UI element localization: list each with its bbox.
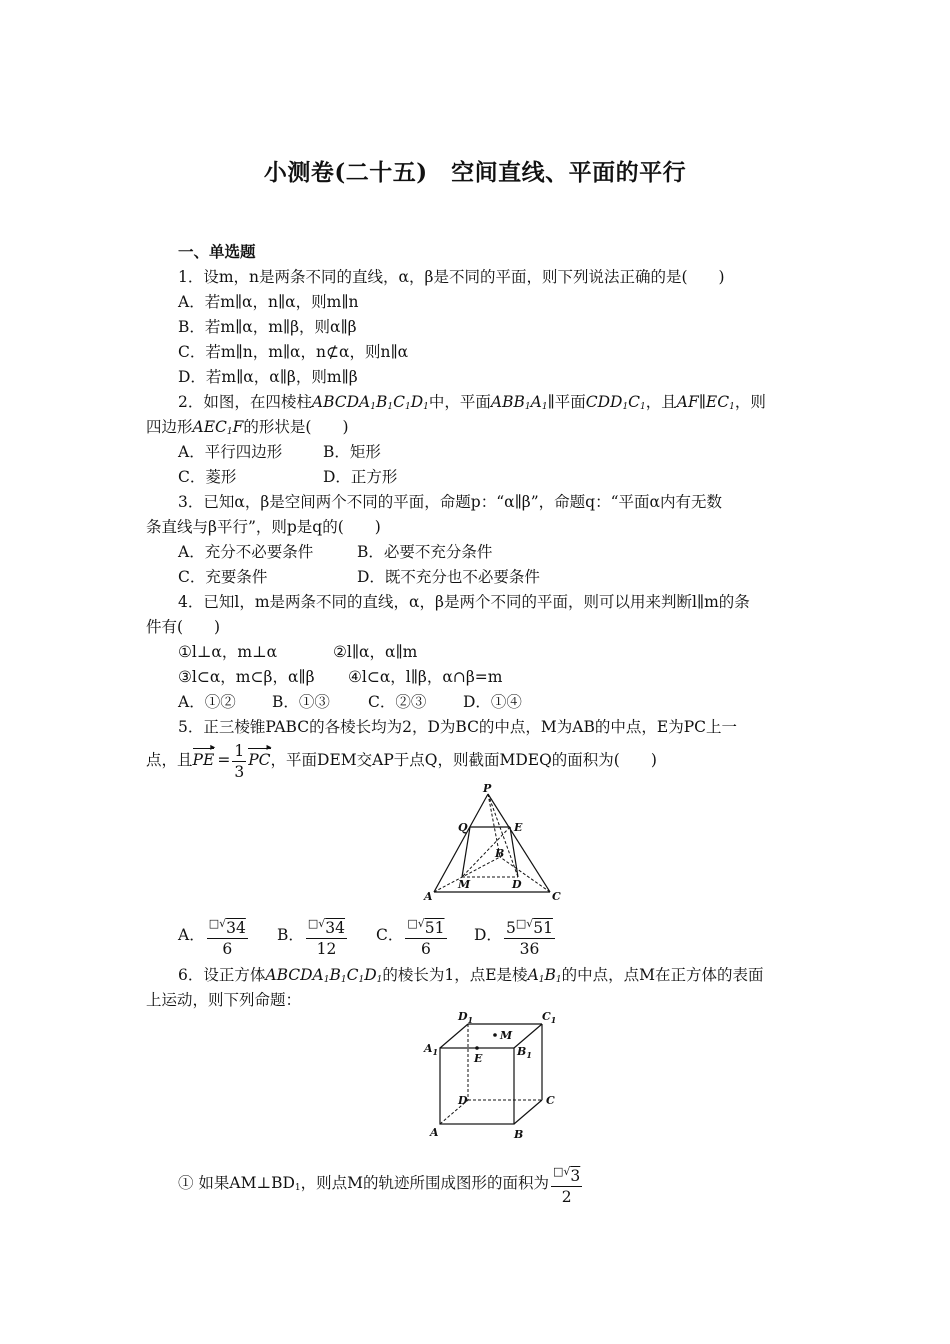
q5-frac-num: 1	[234, 741, 245, 760]
q5-fraction	[232, 741, 246, 782]
q4-option-a: A．①②	[178, 693, 236, 711]
q5-text: ，平面DEM交AP于点Q，则截面MDEQ的面积为( )	[270, 751, 657, 769]
q5-vec2-label: PC	[248, 751, 271, 769]
q5-c-den: 6	[421, 939, 431, 958]
q5-d-den: 36	[519, 939, 540, 958]
label-c: C	[552, 890, 561, 903]
q2-parallel-lines: AF	[676, 393, 699, 411]
q5-b-radicand: 34	[325, 918, 346, 937]
label-b1: $B_1$	[517, 1045, 532, 1060]
q5-b-fraction	[306, 914, 347, 959]
q2-prism-name: $ABCDA_1B_1C_1D_1$	[311, 393, 429, 412]
vector-arrowhead: ▸	[210, 742, 216, 753]
label-b: B	[514, 1128, 524, 1141]
q5-d-coef: 5	[505, 918, 516, 937]
q2-stem-line1: 2．如图，在四棱柱$ABCDA_1B_1C_1D_1$中，平面$ABB_1A_1\parallel$平面$CDD_1C_1$，且$AF\parallel EC_1$，则	[178, 393, 766, 412]
q4-condition-2: ②l∥α，α∥m	[333, 643, 418, 661]
q2-text: 四边形	[146, 418, 193, 436]
q2-text: 2．如图，在四棱柱	[178, 393, 312, 411]
radical-glyph: □√	[553, 1164, 571, 1178]
section-heading: 一、单选题	[178, 242, 256, 261]
option-label: B．	[277, 926, 304, 944]
q5-d-num	[504, 914, 555, 939]
q6-text: 的棱长为1，点E是棱	[382, 966, 528, 984]
q5-stem-line2	[146, 740, 657, 782]
q6-item1-radicand: 3	[570, 1166, 581, 1185]
radical-glyph: □√	[307, 916, 326, 930]
q6-cube-name: $ABCDA_1B_1C_1D_1$	[265, 966, 383, 985]
q5-a-num	[207, 914, 248, 939]
q6-text: 的中点，点M在正方体的表面	[561, 966, 764, 984]
label-d1: $D_1$	[458, 1010, 474, 1025]
q5-a-den: 6	[222, 939, 233, 958]
q6-item-1	[178, 1158, 584, 1213]
label-a: A	[424, 890, 433, 903]
q3-option-a: A．充分不必要条件	[178, 543, 314, 561]
point-e	[475, 1046, 479, 1050]
label-e: E	[474, 1052, 483, 1065]
q6-cube-figure	[420, 1006, 570, 1146]
radical-glyph: □√	[208, 916, 227, 930]
q5-b-den: 12	[316, 939, 337, 958]
q2-option-d: D．正方形	[323, 468, 398, 486]
q5-option-c	[376, 910, 449, 960]
q3-option-c: C．充要条件	[178, 568, 268, 586]
q2-option-a: A．平行四边形	[178, 443, 283, 461]
q5-c-fraction	[405, 914, 446, 959]
q6-edge-name: $A_1B_1$	[527, 966, 562, 985]
q3-option-d: D．既不充分也不必要条件	[357, 568, 540, 586]
label-a: A	[430, 1126, 439, 1139]
q5-stem-line1: 5．正三棱锥PABC的各棱长均为2，D为BC的中点，M为AB的中点，E为PC上一	[178, 718, 737, 736]
label-m: M	[500, 1029, 513, 1042]
q5-c-radicand: 51	[424, 918, 445, 937]
q4-option-b: B．①③	[272, 693, 330, 711]
q2-text: ∥平面	[547, 393, 586, 411]
q5-a-fraction	[207, 914, 248, 959]
label-a1: $A_1$	[424, 1042, 439, 1057]
q5-equals: =	[217, 751, 231, 769]
q5-text: 点，且	[146, 751, 193, 769]
q1-option-c: C．若m∥n，m∥α，n⊄α，则n∥α	[178, 343, 409, 361]
edge-bc	[514, 1100, 542, 1124]
label-b: B	[495, 847, 505, 860]
q6-item1-num	[551, 1162, 582, 1187]
q2-line-ec1: $EC_1$	[705, 393, 735, 412]
q1-option-a: A．若m∥α，n∥α，则m∥n	[178, 293, 359, 311]
q5-a-radicand: 34	[226, 918, 246, 937]
q2-option-c: C．菱形	[178, 468, 237, 486]
q6-item1-sub: 1	[294, 1183, 301, 1193]
label-d: D	[512, 878, 522, 891]
q4-option-d: D．①④	[463, 693, 522, 711]
q2-text: ，则	[734, 393, 766, 411]
q5-option-b	[277, 910, 349, 960]
q2-quad-name: $AEC_1F$	[192, 418, 244, 437]
label-q: Q	[458, 821, 468, 834]
q1-stem: 1．设m，n是两条不同的直线，α，β是不同的平面，则下列说法正确的是( )	[178, 268, 725, 286]
q4-stem-line1: 4．已知l，m是两条不同的直线，α，β是两个不同的平面，则可以用来判断l∥m的条	[178, 593, 750, 611]
q6-item1-text-end: ，则点M的轨迹所围成图形的面积为	[300, 1174, 549, 1192]
q5-d-radicand: 51	[533, 918, 553, 937]
radical-glyph: □√	[407, 916, 425, 930]
q5-frac-den: 3	[234, 762, 245, 781]
q5-b-num	[306, 914, 347, 939]
radical-glyph: □√	[515, 916, 534, 930]
q1-option-b: B．若m∥α，m∥β，则α∥β	[178, 318, 357, 336]
point-m	[493, 1033, 497, 1037]
q2-text: 的形状是( )	[243, 418, 349, 436]
label-d: D	[458, 1094, 468, 1107]
q4-condition-4: ④l⊂α，l∥β，α∩β=m	[348, 668, 503, 686]
q5-d-fraction	[504, 914, 555, 959]
q5-vector-pc	[248, 740, 270, 780]
q6-stem-line1	[178, 965, 764, 990]
q3-option-b: B．必要不充分条件	[357, 543, 493, 561]
q6-text: 6．设正方体	[178, 966, 266, 984]
q6-item1-den: 2	[561, 1187, 572, 1206]
q6-stem-line2: 上运动，则下列命题：	[146, 991, 302, 1009]
q2-text: 中，平面	[428, 393, 491, 411]
q5-c-num	[405, 914, 446, 939]
q3-stem-line1: 3．已知α，β是空间两个不同的平面，命题p：“α∥β”，命题q：“平面α内有无数	[178, 493, 722, 511]
q5-option-d	[474, 910, 557, 960]
q6-item1-text: ① 如果AM⊥BD	[178, 1174, 295, 1192]
q2-text: ，且	[645, 393, 677, 411]
option-label: D．	[474, 926, 502, 944]
label-m: M	[458, 878, 471, 891]
label-p: P	[483, 782, 492, 795]
q5-pyramid-figure	[420, 782, 570, 907]
q2-stem-line2	[146, 417, 349, 442]
q4-condition-1: ①l⊥α，m⊥α	[178, 643, 278, 661]
edge-bc	[500, 857, 550, 892]
q5-option-a	[178, 910, 250, 960]
q6-item1-fraction	[551, 1162, 582, 1207]
option-label: C．	[376, 926, 404, 944]
q3-stem-line2: 条直线与β平行”，则p是q的( )	[146, 518, 381, 536]
q4-stem-line2: 件有( )	[146, 618, 221, 636]
q2-plane-1: $ABB_1A_1$	[490, 393, 548, 412]
option-label: A．	[178, 926, 205, 944]
q4-option-c: C．②③	[368, 693, 427, 711]
q2-option-b: B．矩形	[323, 443, 381, 461]
edge-a1d1	[440, 1024, 468, 1048]
label-e: E	[514, 821, 523, 834]
q2-plane-2: $CDD_1C_1$	[585, 393, 646, 412]
q5-vector-pe	[193, 740, 215, 780]
label-c: C	[546, 1094, 555, 1107]
edge-pd	[488, 794, 518, 877]
q1-option-d: D．若m∥α，α∥β，则m∥β	[178, 368, 358, 386]
page-title: 小测卷(二十五) 空间直线、平面的平行	[263, 159, 687, 186]
q4-condition-3: ③l⊂α，m⊂β，α∥β	[178, 668, 315, 686]
q5-vec1-label: PE	[192, 751, 215, 769]
label-c1: $C_1$	[542, 1010, 557, 1025]
vector-arrowhead: ▸	[266, 742, 272, 753]
